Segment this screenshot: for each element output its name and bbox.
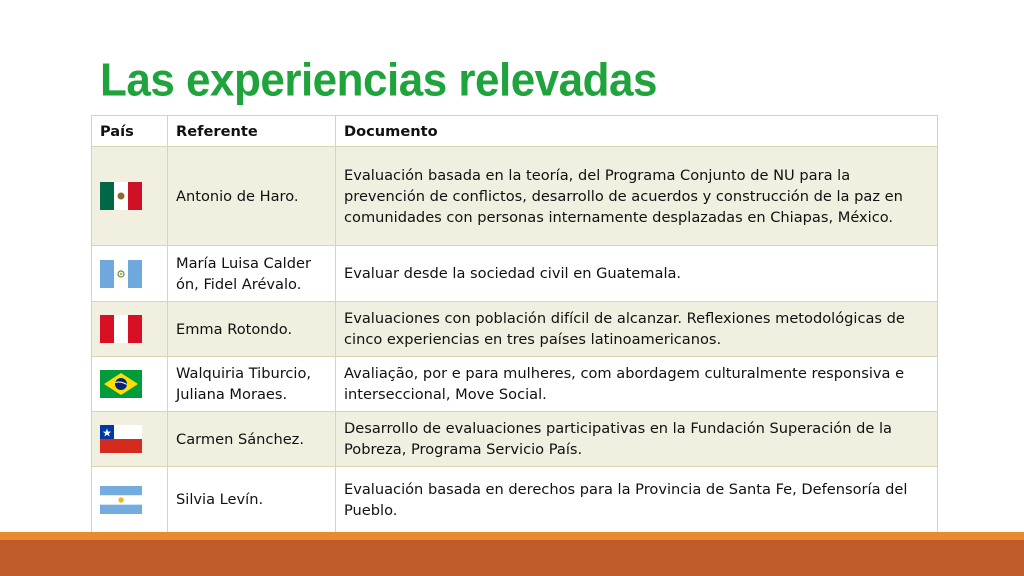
- table-row: [92, 467, 938, 533]
- peru-flag-icon: [100, 315, 142, 343]
- slide-title: Las experiencias relevadas: [100, 54, 657, 107]
- referent-cell: Carmen Sánchez.: [168, 412, 336, 467]
- referent-cell: Walquiria Tiburcio, Juliana Moraes.: [168, 357, 336, 412]
- experiences-table: [91, 115, 938, 533]
- header-country: País: [92, 116, 168, 147]
- table-row: [92, 302, 938, 357]
- table-row: [92, 147, 938, 246]
- document-cell: Avaliação, por e para mulheres, com abordagem culturalmente responsiva e interseccional, Move Social.: [336, 357, 938, 412]
- document-cell: Evaluaciones con población difícil de alcanzar. Reflexiones metodológicas de cinco experiencias en tres países latinoamericanos.: [336, 302, 938, 357]
- mexico-flag-icon: [100, 182, 142, 210]
- referent-cell: Silvia Levín.: [168, 467, 336, 533]
- header-referent: Referente: [168, 116, 336, 147]
- flag-cell: [92, 246, 168, 302]
- table-row: [92, 246, 938, 302]
- argentina-flag-icon: [100, 486, 142, 514]
- document-cell: Desarrollo de evaluaciones participativas en la Fundación Superación de la Pobreza, Programa Servicio País.: [336, 412, 938, 467]
- flag-cell: [92, 357, 168, 412]
- flag-cell: [92, 302, 168, 357]
- brazil-flag-icon: [100, 370, 142, 398]
- document-cell: Evaluación basada en derechos para la Provincia de Santa Fe, Defensoría del Pueblo.: [336, 467, 938, 533]
- header-document: Documento: [336, 116, 938, 147]
- document-cell: Evaluación basada en la teoría, del Programa Conjunto de NU para la prevención de conflictos, desarrollo de acuerdos y construcción de la paz en comunidades con personas internamente desplazadas en Chiapas, México.: [336, 147, 938, 246]
- referent-cell: María Luisa Calder ón, Fidel Arévalo.: [168, 246, 336, 302]
- footer-band: [0, 540, 1024, 576]
- table-row: [92, 412, 938, 467]
- document-cell: Evaluar desde la sociedad civil en Guatemala.: [336, 246, 938, 302]
- flag-cell: [92, 147, 168, 246]
- chile-flag-icon: [100, 425, 142, 453]
- flag-cell: [92, 412, 168, 467]
- guatemala-flag-icon: [100, 260, 142, 288]
- table-row: [92, 357, 938, 412]
- referent-cell: Emma Rotondo.: [168, 302, 336, 357]
- footer-accent-stripe: [0, 532, 1024, 540]
- referent-cell: Antonio de Haro.: [168, 147, 336, 246]
- table-header-row: [92, 116, 938, 147]
- flag-cell: [92, 467, 168, 533]
